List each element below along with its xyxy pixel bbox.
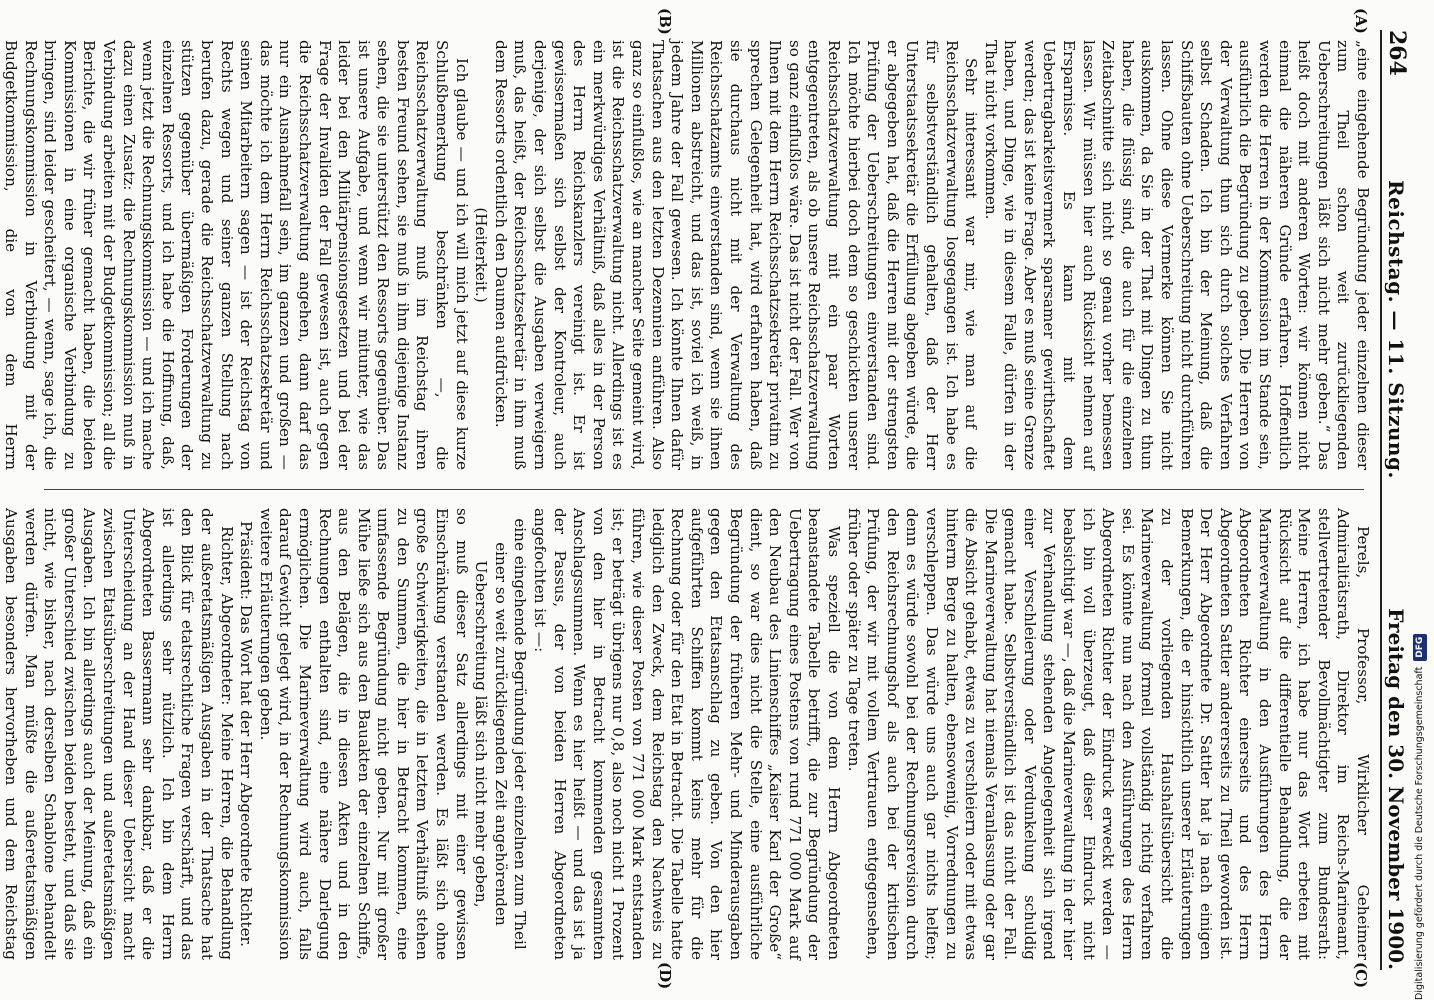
paragraph: Sehr interessant war mir, wie man auf die Reichsschatzverwaltung losgegangen ist. Ich habe es für selbstverständlich gehalten, daß der Herr Unterstaatssekretär die Erfüllung abgeben würde, die er abgegeben hat, daß die Herren mit der strengsten Prüfung der Ueberschreitungen einverstanden sind. Ich möchte hierbei doch dem so geschickten unserer Reichsschatzverwaltung mit ein paar Worten entgegentreten, als ob unsere Reichsschatzverwaltung so ganz einflußlos wäre. Das ist nicht der Fall. Wer von Ihnen mit dem Herrn Reichsschatzsekretär privatim zu sprechen Gelegenheit hat, wird erfahren haben, daß sie durchaus nicht mit der Verwaltung des Reichsschatzamts einverstanden sind, wenn sie ihnen Millionen abstreicht, und das ist, soviel ich weiß, in jedem Jahre der Fall gewesen. Ich könnte Ihnen dafür Thatsachen aus den letzten Dezennien anführen. Also ganz so einflußlos, wie an mancher Seite gemeint wird, ist die Reichsschatzverwaltung nicht. Allerdings ist es ein merkwürdiges Verhältniß, daß alles in der Person des Herrn Reichskanzlers vereinigt ist. Er ist gewissermaßen sich selbst der Kontroleur, auch derjenige, der sich selbst die Ausgaben verweigern muß, das heißt, der Reichsschatzsekretär in ihm muß dem Ressorts ordentlich den Daumen aufdrücken. xyxy=(491,40,981,470)
session-date: Freitag den 30. November 1900. xyxy=(1384,608,1408,970)
quotation: eine eingehende Begründung jeder einzelnen zum Theil einer so weit zurückliegenden Zeit angehörenden Ueberschreitung läßt sich nicht mehr geben, xyxy=(472,518,530,950)
interjection: (Heiterkeit.) xyxy=(472,207,491,303)
paragraph: so muß dieser Satz allerdings mit einer gewissen Einschränkung verstanden werden. Es läßt sich ohne große Schwierigkeiten, die in letztem Verhältniß stehen zu den Summen, die hier in Betracht kommen, eine umfassende Begründung nicht geben. Nur mit großer Mühe ließe sich aus den Bauakten der einzelnen Schiffe, aus den Belägen, die in diesen Akten und in den Rechnungen enthalten sind, eine nähere Darlegung ermöglichen. Die Marineverwaltung wird auch, falls darauf Gewicht gelegt wird, in der Rechnungskommission weitere Erläuterungen geben. xyxy=(256,508,471,960)
paragraph: Ich glaube — und ich will mich jetzt auf diese kurze Schlußbemerkung beschränken —, die Reichsschatzverwaltung muß im Reichstag ihren besten Freund sehen, sie muß in ihm diejenige Instanz sehen, die sie unterstützt den Ressorts gegenüber. Das ist unsere Aufgabe, und wenn wir mitunter, wie das leider bei den Militärpensionsgesetzen und bei der Frage der Invaliden der Fall gewesen ist, auch gegen die Reichsschatzverwaltung angehen, dann darf das nur ein Ausnahmefall sein, im ganzen und großen — das möchte ich dem Herrn Reichsschatzsekretär und seinen Mitarbeitern sagen — ist der Reichstag von Rechts wegen und seiner ganzen Stellung nach berufen dazu, gerade die Reichsschatzverwaltung zu stützen gegenüber übermäßigen Forderungen der einzelnen Ressorts, und ich habe die Hoffnung, daß, wenn jetzt die Rechnungskommission — und ich mache dazu einen Zusatz: die Rechnungskommission muß in Verbindung arbeiten mit der Budgetkommission; all die Berichte, die wir früher gemacht haben, die beiden Kommissionen in eine organische Verbindung zu bringen, sind leider gescheitert, — wenn, sage ich, die Rechnungskommission in Verbindung mit der Budgetkommission, die von dem Herrn xyxy=(2,40,471,470)
paragraph-speaker: Präsident: Das Wort hat der Herr Abgeordnete Richter. xyxy=(237,521,256,947)
text-column-right xyxy=(2,508,1372,960)
paragraph: Was speziell die von dem Herrn Abgeordneten beanstandete Tabelle betrifft, die zur Begründung der Uebertragung eines Postens von rund 771 000 Mark auf den Neubau des Linienschiffes „Kaiser Karl der Große“ dient, so war dies nicht die Stelle, eine ausführliche Begründung der früheren Mehr- und Minderausgaben gegen den Etatsanschlag zu geben. Von den hier aufgeführten Schiffen kommt keins mehr für die Rechnung oder für den Etat in Betracht. Die Tabelle hatte lediglich den Zweck, dem Reichstag den Nachweis zu führen, wie dieser Posten von 771 000 Mark entstanden ist; er beträgt übrigens nur 0,8, also noch nicht 1 Prozent von den hier in Betracht kommenden gesammten Anschlagssummen. Wenn es hier heißt — und das ist ja der Passus, der von beiden Herren Abgeordneten angefochten ist —: xyxy=(531,508,843,960)
column-divider xyxy=(44,489,1364,490)
running-title: Reichstag. — 11. Sitzung. xyxy=(1384,180,1408,479)
page-number: 264 xyxy=(1384,30,1410,76)
margin-marker-b: (B) xyxy=(656,8,674,35)
paragraph-speaker: Richter, Abgeordneter: Meine Herren, die Behandlung der außeretatsmäßigen Ausgaben in der Thatsache hat den Blick für etatsrechtliche Fragen verschärft, und das ist allerdings sehr nützlich. Ich bin dem Herrn Abgeordneten Bassermann sehr dankbar, daß er die Unterscheidung an der Hand dieser Uebersicht macht zwischen Etatsüberschreitungen und außeretatsmäßigen Ausgaben. Ich bin allerdings auch der Meinung, daß ein großer Unterschied zwischen beiden besteht, und daß sie nicht, wie bisher, nach derselben Schablone behandelt werden dürfen. Man müßte die außeretatsmäßigen Ausgaben besonders hervorheben und dem Reichstag xyxy=(2,508,236,960)
dfg-logo: DFG xyxy=(1413,634,1427,661)
margin-marker-c: (C) xyxy=(1352,962,1370,989)
credit-text: Digitalisierung gefördert durch die Deutsche Forschungsgemeinschaft xyxy=(1414,666,1425,1000)
paragraph-speaker: Perels, Professor, Wirklicher Geheimer Admiralitätsrath, Direktor im Reichs-Marineamt, stellvertretender Bevollmächtigter zum Bundesrath: Meine Herren, ich habe nur das Wort erbeten mit Rücksicht auf die differentielle Behandlung, die der Marineverwaltung in den Ausführungen des Herrn Abgeordneten Richter einerseits und des Herrn Abgeordneten Sattler andererseits zu Theil geworden ist. Der Herr Abgeordnete Dr. Sattler hat ja nach einigen Bemerkungen, die er hinsichtlich unserer Erläuterungen zu der vorliegenden Haushaltsübersicht die Marineverwaltung formell vollständig richtig verfahren sei. Es könnte nun nach den Ausführungen des Herrn Abgeordneten Richter der Eindruck erweckt werden — ich bin voll überzeugt, daß dieser Eindruck nicht beabsichtigt war —, daß die Marineverwaltung in der hier zur Verhandlung stehenden Angelegenheit sich irgend einer Verschleierung oder Verdunkelung schuldig gemacht habe. Selbstverständlich ist das nicht der Fall. Die Marineverwaltung hat niemals Veranlassung oder gar die Absicht gehabt, etwas zu verschleiern oder mit etwas hinterm Berge zu halten, ebensowenig, Vorrednungen zu verschleppen. Das würde uns auch gar nichts helfen; denn es würde sowohl bei der Rechnungsrevision durch den Reichsrechnungshof als auch bei der kritischen Prüfung, der wir mit vollem Vertrauen entgegensehen, früher oder später zu Tage treten. xyxy=(844,508,1372,960)
digitization-credit xyxy=(1413,0,1427,1000)
paragraph: „eine eingehende Begründung jeder einzelnen dieser zum Theil schon weit zurückliegenden Ueberschreitungen läßt sich nicht mehr geben.“ Das heißt doch mit anderen Worten: wir können nicht einmal die näheren Gründe erfahren. Hoffentlich werden die Herren in der Kommission im Stande sein, ausführlich die Begründung zu geben. Die Herren von der Verwaltung thun sich durch solches Verfahren selbst Schaden. Ich bin der Meinung, daß die Schiffsbauten ohne Ueberschreitung nicht durchführen lassen. Ohne diese Vermerke können Sie nicht auskommen, da Sie in der That mit Dingen zu thun haben, die flüssig sind, die auch für die einzelnen Zeitabschnitte sich nicht so genau vorher bemessen lassen. Wir müssen hier auch Rücksicht nehmen auf Ersparnisse. Es kann mit dem Uebertragbarkeitsvermerk sparsamer gewirthschaftet werden; das ist keine Frage. Aber es muß seine Grenze haben, und Dinge, wie in diesem Falle, dürfen in der That nicht vorkommen. xyxy=(981,40,1372,470)
text-column-left xyxy=(2,40,1372,470)
page-header xyxy=(1380,30,1412,970)
margin-marker-d: (D) xyxy=(656,962,674,990)
margin-marker-a: (A) xyxy=(1352,8,1370,34)
